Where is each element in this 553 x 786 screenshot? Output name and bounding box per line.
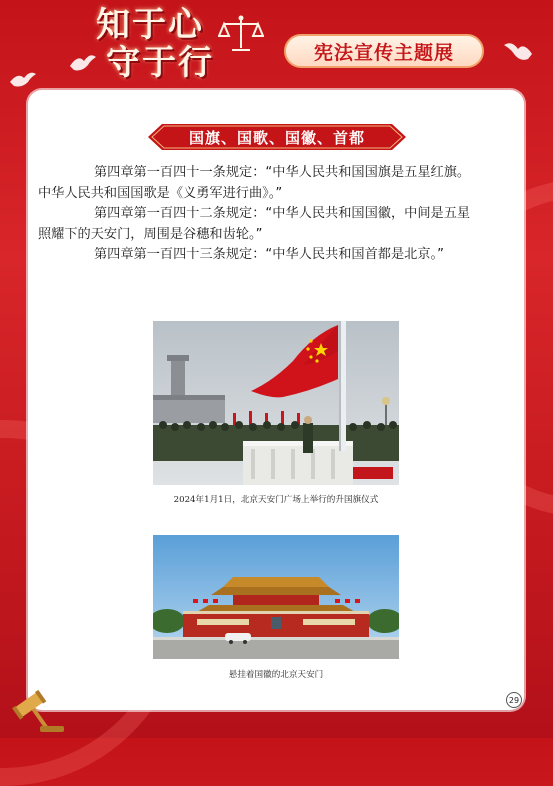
section-heading: 国旗、国歌、国徽、首都 (188, 128, 365, 147)
dove-icon (68, 52, 98, 74)
header-title-line2: 守于行 (106, 43, 214, 83)
dove-icon (8, 70, 38, 90)
article-142-line1: 第四章第一百四十二条规定：“中华人民共和国国徽，中间是五星 (94, 206, 471, 221)
gavel-icon (6, 686, 66, 736)
scales-of-justice-icon (218, 14, 264, 54)
header-title-line1: 知于心 (96, 5, 204, 45)
tiananmen-photo (153, 535, 399, 659)
article-143-line1: 第四章第一百四十三条规定：“中华人民共和国首都是北京。” (94, 247, 444, 262)
tiananmen-caption: 悬挂着国徽的北京天安门 (228, 670, 324, 680)
article-141-line1: 第四章第一百四十一条规定：“中华人民共和国国旗是五星红旗。 (94, 165, 471, 180)
dove-icon (500, 40, 534, 64)
flag-raising-photo (153, 321, 399, 485)
article-text (38, 163, 496, 266)
section-heading-banner (148, 124, 406, 150)
page-number: 29 (506, 692, 522, 708)
theme-badge: 宪法宣传主题展 (284, 34, 484, 68)
article-141-line2: 中华人民共和国国歌是《义勇军进行曲》。” (38, 185, 283, 201)
article-142-line2: 照耀下的天安门，周围是谷穗和齿轮。” (38, 226, 263, 242)
flag-raising-caption: 2024年1月1日，北京天安门广场上举行的升国旗仪式 (173, 495, 379, 505)
header-title (96, 6, 214, 82)
